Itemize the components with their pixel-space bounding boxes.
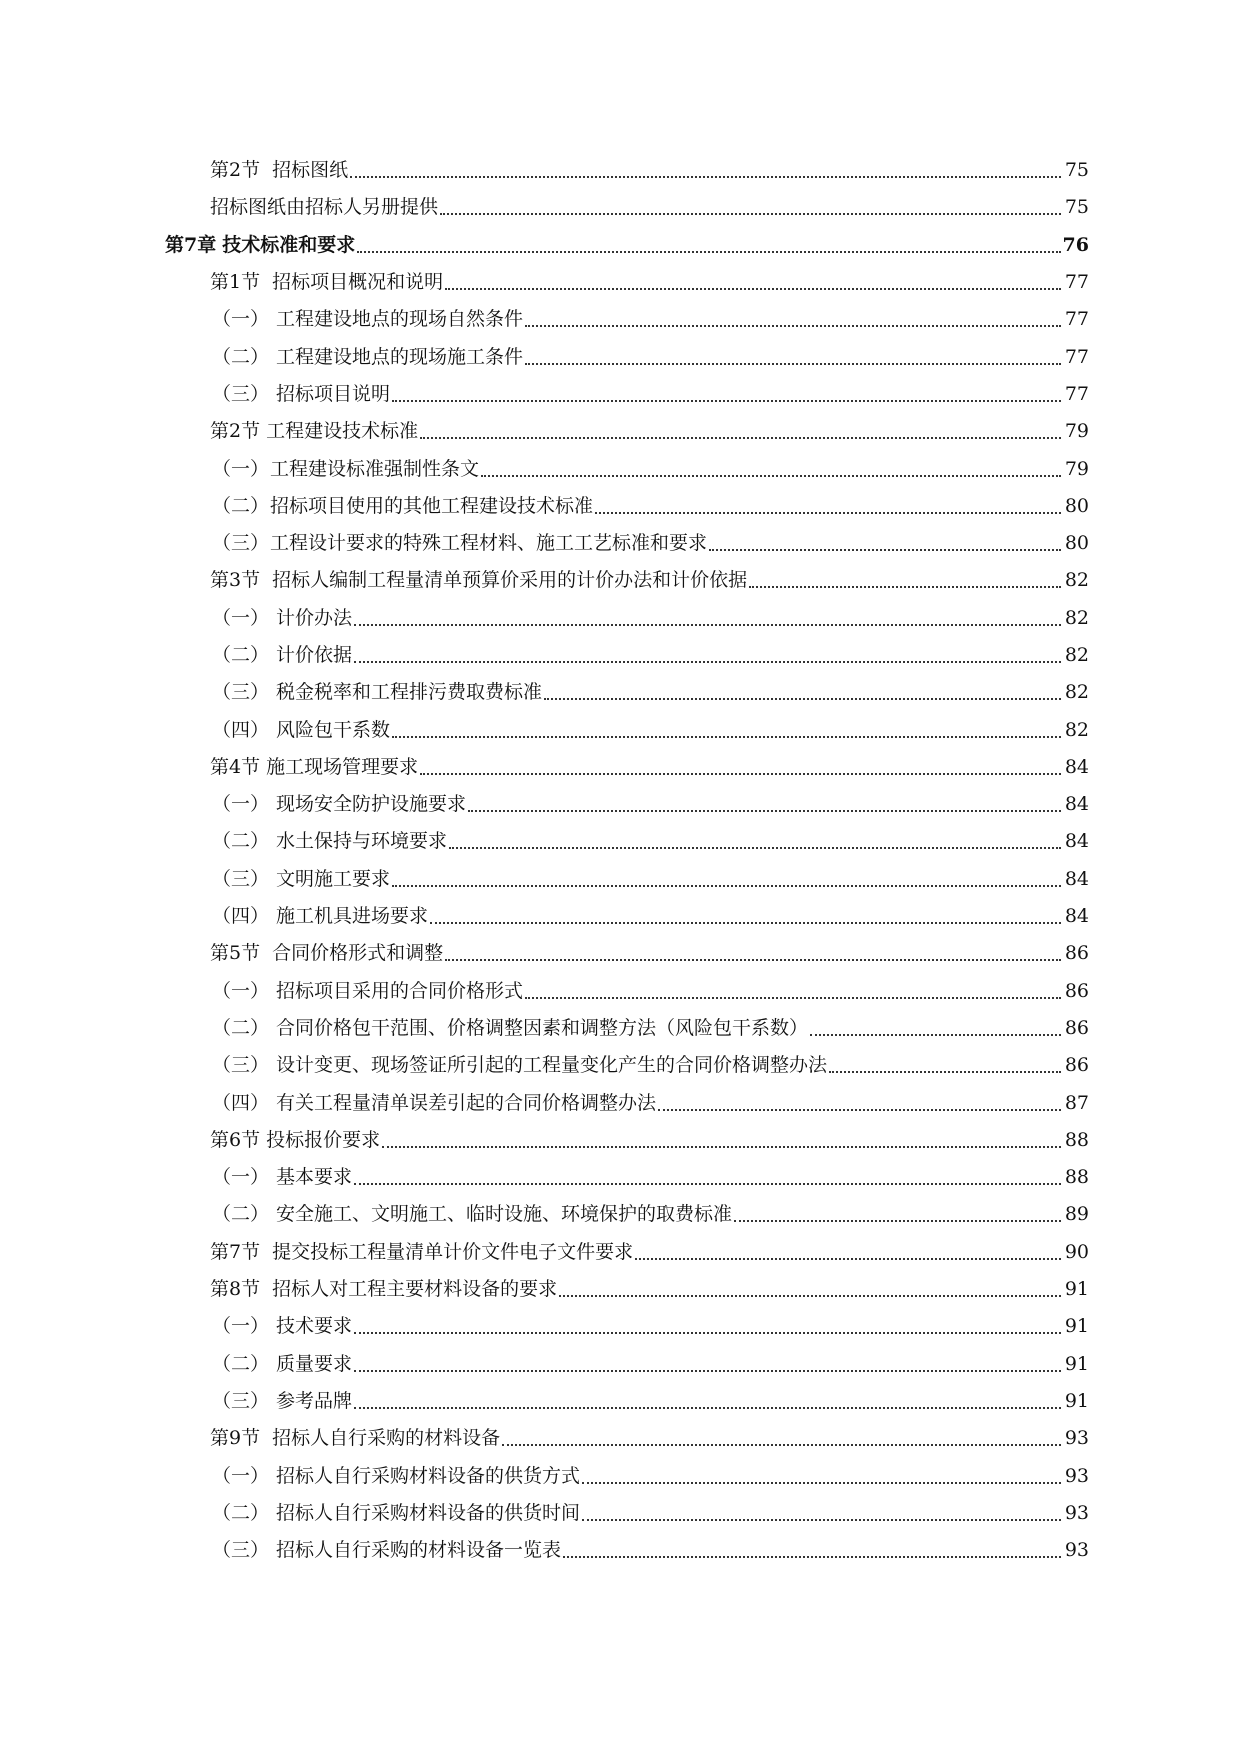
toc-entry-number: （四） [212, 718, 270, 741]
toc-entry-label [212, 606, 353, 629]
toc-entry-label [212, 310, 523, 329]
toc-subsection-row[interactable] [0, 861, 1241, 898]
toc-subsection-row[interactable] [0, 525, 1241, 562]
toc-entry-label [212, 718, 391, 741]
toc-page-number: 86 [1064, 1016, 1089, 1039]
toc-section-row[interactable] [0, 1271, 1241, 1308]
toc-dot-leader [392, 884, 1061, 887]
toc-entry-number: 第7章 [165, 233, 217, 256]
toc-entry-title: 工程建设地点的现场自然条件 [276, 308, 524, 331]
toc-page-number: 89 [1064, 1203, 1089, 1226]
toc-dot-leader [354, 1406, 1061, 1409]
toc-dot-leader [559, 1294, 1061, 1297]
toc-dot-leader [525, 362, 1061, 365]
toc-entry-label [210, 944, 443, 963]
toc-dot-leader [354, 1182, 1061, 1185]
toc-subsection-row[interactable] [0, 973, 1241, 1010]
toc-page-number: 86 [1064, 1054, 1089, 1077]
toc-entry-number: 第4节 [210, 755, 261, 778]
toc-dot-leader [749, 585, 1061, 588]
toc-dot-leader [544, 697, 1061, 700]
toc-page-number: 91 [1064, 1315, 1089, 1338]
toc-page-number: 75 [1064, 196, 1089, 219]
toc-entry-label [212, 683, 542, 702]
toc-entry-number: （二） [212, 494, 270, 517]
toc-entry-title: 招标人自行采购材料设备的供货时间 [276, 1501, 581, 1524]
toc-entry-number: （三） [212, 382, 270, 405]
toc-entry-title: 工程设计要求的特殊工程材料、施工工艺标准和要求 [270, 532, 708, 555]
toc-entry-label [210, 1280, 557, 1299]
toc-dot-leader [810, 1033, 1061, 1036]
toc-subsection-row[interactable] [0, 1532, 1241, 1569]
toc-dot-leader [502, 1443, 1061, 1446]
toc-dot-leader [468, 809, 1061, 812]
toc-page-number: 79 [1064, 457, 1089, 480]
toc-subsection-row[interactable] [0, 301, 1241, 338]
toc-entry-title: 工程建设标准强制性条文 [270, 457, 480, 480]
toc-entry-title: 招标人编制工程量清单预算价采用的计价办法和计价依据 [272, 569, 748, 592]
toc-entry-number: （一） [212, 793, 270, 816]
toc-subsection-row[interactable] [0, 823, 1241, 860]
toc-entry-label [212, 867, 391, 890]
toc-entry-title: 合同价格包干范围、价格调整因素和调整方法（风险包干系数） [276, 1016, 809, 1039]
toc-dot-leader [354, 660, 1061, 663]
toc-dot-leader [635, 1257, 1061, 1260]
toc-page-number: 90 [1064, 1240, 1089, 1263]
toc-entry-number: （二） [212, 345, 270, 368]
toc-page-number: 88 [1064, 1128, 1089, 1151]
toc-entry-number: 第3节 [210, 569, 261, 592]
toc-dot-leader [595, 511, 1061, 514]
toc-entry-label [212, 534, 707, 553]
toc-entry-label [212, 1389, 353, 1412]
toc-section-row[interactable] [0, 1234, 1241, 1271]
toc-section-row[interactable] [0, 413, 1241, 450]
toc-entry-number: （一） [212, 979, 270, 1002]
toc-entry-title: 现场安全防护设施要求 [276, 793, 467, 816]
toc-entry-number: （四） [212, 1091, 270, 1114]
toc-section-row[interactable] [0, 264, 1241, 301]
toc-entry-title: 招标人自行采购的材料设备一览表 [276, 1539, 562, 1562]
toc-entry-title: 施工现场管理要求 [266, 755, 419, 778]
toc-subsection-row[interactable] [0, 1383, 1241, 1420]
toc-subsection-row[interactable] [0, 711, 1241, 748]
toc-page-number: 88 [1064, 1166, 1089, 1189]
toc-page-number: 76 [1062, 233, 1089, 256]
toc-entry-label [165, 233, 356, 256]
toc-page-number: 80 [1064, 494, 1089, 517]
toc-entry-title: 招标图纸由招标人另册提供 [210, 196, 439, 219]
toc-dot-leader [582, 1518, 1061, 1521]
toc-entry-number: （三） [212, 867, 270, 890]
toc-entry-label [212, 795, 466, 814]
toc-page-number: 93 [1064, 1464, 1089, 1487]
toc-page-number: 77 [1064, 271, 1089, 294]
toc-entry-number: （一） [212, 1464, 270, 1487]
toc-entry-label [212, 1168, 352, 1187]
toc-page-number: 91 [1064, 1278, 1089, 1301]
toc-dot-leader [392, 399, 1061, 402]
toc-dot-leader [709, 548, 1061, 551]
toc-entry-label [210, 422, 418, 441]
toc-subsection-row[interactable] [0, 1010, 1241, 1047]
toc-page-number: 86 [1064, 979, 1089, 1002]
toc-subsection-row[interactable] [0, 1495, 1241, 1532]
toc-entry-label [212, 1016, 809, 1039]
toc-dot-leader [354, 1331, 1061, 1334]
toc-section-row[interactable] [0, 562, 1241, 599]
toc-entry-number: （四） [212, 905, 270, 928]
toc-entry-label [212, 457, 480, 480]
toc-entry-number: （三） [212, 532, 270, 555]
toc-entry-title: 参考品牌 [276, 1389, 353, 1412]
toc-dot-leader [829, 1070, 1061, 1073]
toc-entry-title: 招标图纸 [272, 159, 349, 182]
toc-page-number: 82 [1064, 718, 1089, 741]
toc-page-number: 79 [1064, 420, 1089, 443]
toc-dot-leader [582, 1481, 1061, 1484]
toc-page-number: 82 [1064, 606, 1089, 629]
toc-entry-label [212, 1056, 827, 1075]
toc-dot-leader [658, 1108, 1061, 1111]
toc-entry-label [212, 1501, 581, 1524]
toc-entry-title: 税金税率和工程排污费取费标准 [276, 681, 543, 704]
toc-entry-title: 合同价格形式和调整 [272, 942, 444, 965]
toc-subsection-row[interactable] [0, 1346, 1241, 1383]
toc-entry-title: 提交投标工程量清单计价文件电子文件要求 [272, 1240, 634, 1263]
toc-entry-title: 招标人自行采购的材料设备 [272, 1427, 501, 1450]
toc-entry-title: 工程建设技术标准 [266, 420, 419, 443]
toc-entry-number: 第1节 [210, 271, 261, 294]
toc-entry-number: 第5节 [210, 942, 261, 965]
toc-page-number: 84 [1064, 755, 1089, 778]
toc-entry-number: （三） [212, 681, 270, 704]
toc-entry-number: （二） [212, 644, 270, 666]
toc-subsection-row[interactable] [0, 1457, 1241, 1494]
toc-entry-label [210, 1429, 500, 1448]
toc-subsection-row[interactable] [0, 338, 1241, 375]
table-of-contents [0, 152, 1241, 1569]
toc-entry-title: 质量要求 [276, 1352, 353, 1375]
toc-section-row[interactable] [0, 1122, 1241, 1159]
toc-entry-label [210, 273, 443, 292]
toc-section-row[interactable] [0, 749, 1241, 786]
toc-dot-leader [481, 474, 1061, 477]
toc-subsection-row[interactable] [0, 1196, 1241, 1233]
toc-page-number: 84 [1064, 793, 1089, 816]
toc-section-row[interactable] [0, 1420, 1241, 1457]
toc-dot-leader [420, 436, 1061, 439]
toc-entry-title: 招标项目说明 [276, 382, 391, 405]
toc-subsection-row[interactable] [0, 637, 1241, 674]
toc-dot-leader [382, 1145, 1061, 1148]
toc-subsection-row[interactable] [0, 376, 1241, 413]
toc-entry-title: 安全施工、文明施工、临时设施、环境保护的取费标准 [276, 1203, 733, 1226]
toc-section-row[interactable] [0, 152, 1241, 189]
toc-entry-label [212, 382, 391, 405]
toc-entry-title: 计价依据 [276, 644, 353, 666]
toc-subsection-row[interactable] [0, 898, 1241, 935]
toc-page-number: 82 [1064, 644, 1089, 666]
toc-subsection-row[interactable] [0, 674, 1241, 711]
toc-entry-label [212, 646, 352, 665]
toc-dot-leader [525, 324, 1061, 327]
toc-section-row[interactable] [0, 935, 1241, 972]
toc-dot-leader [354, 623, 1061, 626]
toc-entry-label [210, 1240, 634, 1263]
toc-subsection-row[interactable] [0, 786, 1241, 823]
toc-entry-number: （二） [212, 1016, 270, 1039]
toc-page-number: 86 [1064, 942, 1089, 965]
toc-entry-number: （一） [212, 1315, 270, 1338]
toc-entry-title: 计价办法 [276, 606, 353, 629]
toc-entry-title: 有关工程量清单误差引起的合同价格调整办法 [276, 1091, 657, 1114]
toc-page-number: 84 [1064, 830, 1089, 853]
toc-entry-label [210, 161, 348, 180]
toc-entry-title: 招标项目采用的合同价格形式 [276, 979, 524, 1002]
toc-dot-leader [440, 212, 1061, 215]
toc-entry-title: 技术要求 [276, 1315, 353, 1338]
toc-entry-label [210, 571, 747, 590]
toc-entry-label [210, 1128, 381, 1151]
toc-entry-number: （一） [212, 308, 270, 331]
toc-entry-number: 第6节 [210, 1128, 261, 1151]
toc-dot-leader [563, 1555, 1061, 1558]
toc-entry-title: 文明施工要求 [276, 867, 391, 890]
toc-subsection-row[interactable] [0, 600, 1241, 637]
toc-page-number: 91 [1064, 1352, 1089, 1375]
toc-page-number: 80 [1064, 532, 1089, 555]
toc-entry-title: 招标人对工程主要材料设备的要求 [272, 1278, 558, 1301]
toc-entry-title: 设计变更、现场签证所引起的工程量变化产生的合同价格调整办法 [276, 1054, 828, 1077]
toc-section-row[interactable] [0, 189, 1241, 226]
toc-entry-number: （一） [212, 606, 270, 629]
toc-subsection-row[interactable] [0, 1047, 1241, 1084]
toc-subsection-row[interactable] [0, 1084, 1241, 1121]
toc-entry-number: 第9节 [210, 1427, 261, 1450]
toc-entry-label [212, 1317, 352, 1336]
toc-dot-leader [445, 287, 1061, 290]
toc-page-number: 91 [1064, 1389, 1089, 1412]
toc-entry-title: 招标项目使用的其他工程建设技术标准 [270, 494, 594, 517]
toc-entry-label [212, 1541, 561, 1560]
toc-page-number: 82 [1064, 569, 1089, 592]
toc-page-number: 77 [1064, 382, 1089, 405]
toc-entry-title: 工程建设地点的现场施工条件 [276, 345, 524, 368]
toc-page-number: 77 [1064, 308, 1089, 331]
toc-entry-label [212, 979, 524, 1002]
toc-entry-number: 第2节 [210, 420, 261, 443]
toc-entry-title: 水土保持与环境要求 [276, 830, 448, 853]
toc-subsection-row[interactable] [0, 1159, 1241, 1196]
toc-entry-title: 招标人自行采购材料设备的供货方式 [276, 1464, 581, 1487]
toc-entry-number: 第2节 [210, 159, 261, 182]
toc-entry-title: 施工机具进场要求 [276, 905, 429, 928]
toc-entry-label [212, 907, 428, 926]
toc-subsection-row[interactable] [0, 488, 1241, 525]
toc-entry-title: 技术标准和要求 [222, 233, 356, 256]
toc-page-number: 84 [1064, 867, 1089, 890]
toc-page-number: 82 [1064, 681, 1089, 704]
toc-entry-label [212, 1352, 353, 1375]
toc-entry-number: （一） [212, 1166, 270, 1189]
toc-entry-number: （三） [212, 1539, 270, 1562]
toc-page-number: 77 [1064, 345, 1089, 368]
toc-entry-number: （三） [212, 1389, 270, 1412]
toc-dot-leader [420, 772, 1061, 775]
toc-entry-number: （一） [212, 457, 270, 480]
toc-entry-label [210, 198, 438, 217]
toc-entry-label [210, 755, 419, 778]
toc-entry-label [212, 494, 594, 517]
toc-entry-number: （三） [212, 1054, 270, 1077]
toc-page-number: 84 [1064, 905, 1089, 928]
toc-dot-leader [430, 921, 1061, 924]
toc-entry-label [212, 345, 524, 368]
toc-page-number: 75 [1064, 159, 1089, 182]
toc-entry-number: （二） [212, 1501, 270, 1524]
toc-subsection-row[interactable] [0, 1308, 1241, 1345]
toc-entry-number: 第8节 [210, 1278, 261, 1301]
toc-chapter-row[interactable] [0, 227, 1241, 264]
toc-dot-leader [445, 958, 1061, 961]
toc-entry-label [212, 1464, 581, 1487]
toc-page-number: 93 [1064, 1427, 1089, 1450]
toc-entry-number: 第7节 [210, 1240, 261, 1263]
toc-entry-title: 风险包干系数 [276, 718, 391, 741]
toc-entry-title: 招标项目概况和说明 [272, 271, 444, 294]
toc-dot-leader [734, 1219, 1061, 1222]
toc-entry-number: （二） [212, 1203, 270, 1226]
toc-dot-leader [354, 1369, 1061, 1372]
toc-entry-label [212, 1091, 657, 1114]
toc-dot-leader [350, 175, 1061, 178]
toc-entry-title: 投标报价要求 [266, 1128, 381, 1151]
toc-subsection-row[interactable] [0, 450, 1241, 487]
toc-dot-leader [449, 846, 1061, 849]
toc-entry-title: 基本要求 [276, 1166, 353, 1189]
toc-dot-leader [392, 735, 1061, 738]
toc-entry-label [212, 832, 447, 851]
toc-entry-label [212, 1205, 732, 1224]
toc-page-number: 93 [1064, 1501, 1089, 1524]
toc-page-number: 87 [1064, 1091, 1089, 1114]
toc-dot-leader [525, 996, 1061, 999]
toc-dot-leader [357, 250, 1060, 253]
toc-entry-number: （二） [212, 830, 270, 853]
toc-entry-number: （二） [212, 1352, 270, 1375]
toc-page-number: 93 [1064, 1539, 1089, 1562]
